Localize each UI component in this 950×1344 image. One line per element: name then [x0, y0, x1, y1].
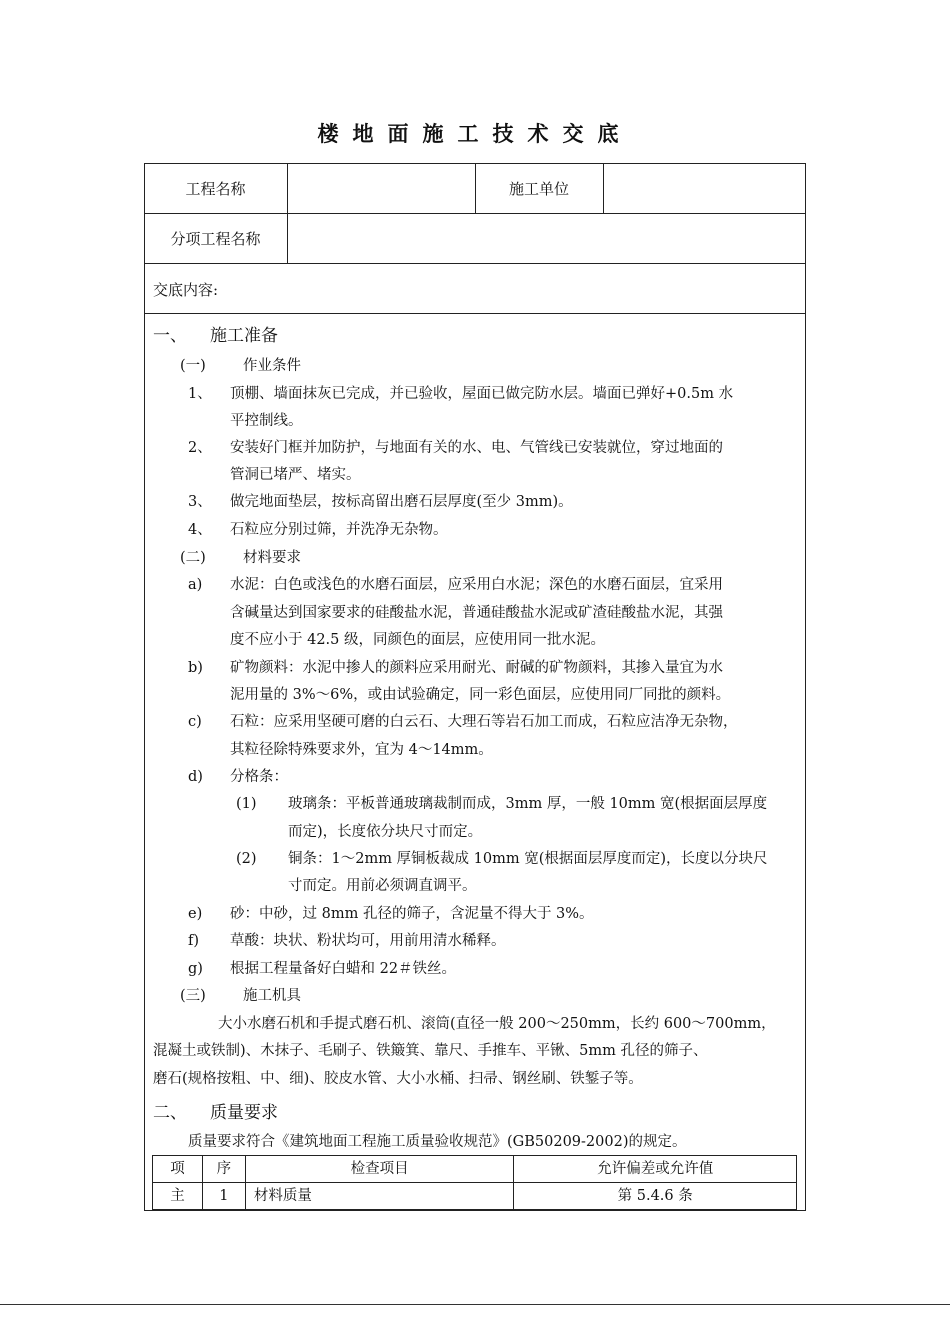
- item2-line2: 管洞已堵严、堵实。: [230, 467, 361, 483]
- sub-project-label: 分项工程名称: [170, 230, 261, 248]
- mat-d1-num: (1): [236, 796, 257, 812]
- item4-num: 4、: [188, 522, 212, 538]
- mat-f-num: f): [188, 933, 200, 949]
- table-header: 项: [153, 1156, 203, 1183]
- mat-d2-num: (2): [236, 851, 257, 867]
- mat-g-num: g): [188, 961, 203, 977]
- tools-l2: 混凝土或铁制)、木抹子、毛刷子、铁簸箕、靠尺、手推车、平锹、5mm 孔径的筛子、: [153, 1043, 708, 1059]
- divider: [144, 313, 806, 314]
- section2-intro: 质量要求符合《建筑地面工程施工质量验收规范》(GB50209-2002)的规定。: [188, 1134, 687, 1150]
- section2-num: 二、: [153, 1103, 187, 1123]
- mat-a-num: a): [188, 577, 203, 593]
- table-cell: 主: [153, 1183, 203, 1210]
- sub1-num: (一): [180, 358, 206, 374]
- page-title: 楼地面施工技术交底: [317, 122, 633, 146]
- table-header: 序: [202, 1156, 245, 1183]
- mat-c-l1: 石粒：应采用坚硬可磨的白云石、大理石等岩石加工而成，石粒应洁净无杂物，: [230, 714, 738, 730]
- content-label: 交底内容:: [153, 281, 219, 299]
- item1-line1: 顶棚、墙面抹灰已完成，并已验收，屋面已做完防水层。墙面已弹好+0.5m 水: [230, 386, 734, 402]
- mat-a-l2: 含碱量达到国家要求的硅酸盐水泥，普通硅酸盐水泥或矿渣硅酸盐水泥，其强: [230, 605, 723, 621]
- unit-field[interactable]: [606, 179, 804, 199]
- item3-line1: 做完地面垫层，按标高留出磨石层厚度(至少 3mm)。: [230, 494, 573, 510]
- section1-num: 一、: [153, 326, 187, 346]
- mat-d2-l2: 寸而定。用前必须调直调平。: [288, 878, 477, 894]
- item2-num: 2、: [188, 440, 212, 456]
- sub3-title: 施工机具: [243, 988, 301, 1004]
- mat-c-num: c): [188, 714, 202, 730]
- tools-l1: 大小水磨石机和手提式磨石机、滚筒(直径一般 200～250mm，长约 600～700mm，: [218, 1016, 776, 1032]
- sub-project-field[interactable]: [290, 229, 804, 249]
- quality-table: [152, 1155, 797, 1210]
- table-cell: 1: [202, 1183, 245, 1210]
- mat-a-l1: 水泥：白色或浅色的水磨石面层，应采用白水泥；深色的水磨石面层，宜采用: [230, 577, 723, 593]
- section1-heading: 施工准备: [210, 326, 278, 346]
- sub2-title: 材料要求: [243, 550, 301, 566]
- table-header: 允许偏差或允许值: [514, 1156, 797, 1183]
- item4-line1: 石粒应分别过筛，并洗净无杂物。: [230, 522, 448, 538]
- mat-d1-l1: 玻璃条：平板普通玻璃裁制而成，3mm 厚，一般 10mm 宽(根据面层厚度: [288, 796, 768, 812]
- page-bottom-rule: [0, 1304, 950, 1305]
- mat-d-l1: 分格条：: [230, 769, 288, 785]
- mat-g-l1: 根据工程量备好白蜡和 22＃铁丝。: [230, 961, 457, 977]
- table-header-row: [153, 1156, 797, 1183]
- tools-l3: 磨石(规格按粗、中、细)、胶皮水管、大小水桶、扫帚、钢丝刷、铁錾子等。: [153, 1071, 643, 1087]
- mat-b-num: b): [188, 660, 203, 676]
- mat-b-l2: 泥用量的 3%～6%，或由试验确定，同一彩色面层，应使用同厂同批的颜料。: [230, 687, 731, 703]
- table-row: [153, 1183, 797, 1210]
- project-name-field[interactable]: [290, 179, 473, 199]
- divider: [144, 263, 806, 264]
- mat-e-l1: 砂：中砂，过 8mm 孔径的筛子，含泥量不得大于 3%。: [230, 906, 594, 922]
- table-cell: 材料质量: [245, 1183, 514, 1210]
- mat-d1-l2: 而定)，长度依分块尺寸而定。: [288, 824, 483, 840]
- section2-heading: 质量要求: [210, 1103, 278, 1123]
- mat-e-num: e): [188, 906, 203, 922]
- mat-a-l3: 度不应小于 42.5 级，同颜色的面层，应使用同一批水泥。: [230, 632, 606, 648]
- mat-f-l1: 草酸：块状、粉状均可，用前用清水稀释。: [230, 933, 506, 949]
- item1-num: 1、: [188, 386, 212, 402]
- mat-d2-l1: 铜条：1～2mm 厚铜板裁成 10mm 宽(根据面层厚度而定)，长度以分块尺: [288, 851, 768, 867]
- mat-d-num: d): [188, 769, 203, 785]
- project-name-label: 工程名称: [185, 180, 246, 198]
- sub1-title: 作业条件: [243, 358, 301, 374]
- mat-b-l1: 矿物颜料：水泥中掺人的颜料应采用耐光、耐碱的矿物颜料，其掺入量宜为水: [230, 660, 723, 676]
- divider: [287, 163, 288, 264]
- divider: [603, 163, 604, 214]
- item2-line1: 安装好门框并加防护，与地面有关的水、电、气管线已安装就位，穿过地面的: [230, 440, 723, 456]
- item1-line2: 平控制线。: [230, 413, 303, 429]
- item3-num: 3、: [188, 494, 212, 510]
- sub2-num: (二): [180, 550, 206, 566]
- unit-label: 施工单位: [508, 180, 569, 198]
- table-header: 检查项目: [245, 1156, 514, 1183]
- mat-c-l2: 其粒径除特殊要求外，宜为 4～14mm。: [230, 742, 493, 758]
- sub3-num: (三): [180, 988, 206, 1004]
- table-cell: 第 5.4.6 条: [514, 1183, 797, 1210]
